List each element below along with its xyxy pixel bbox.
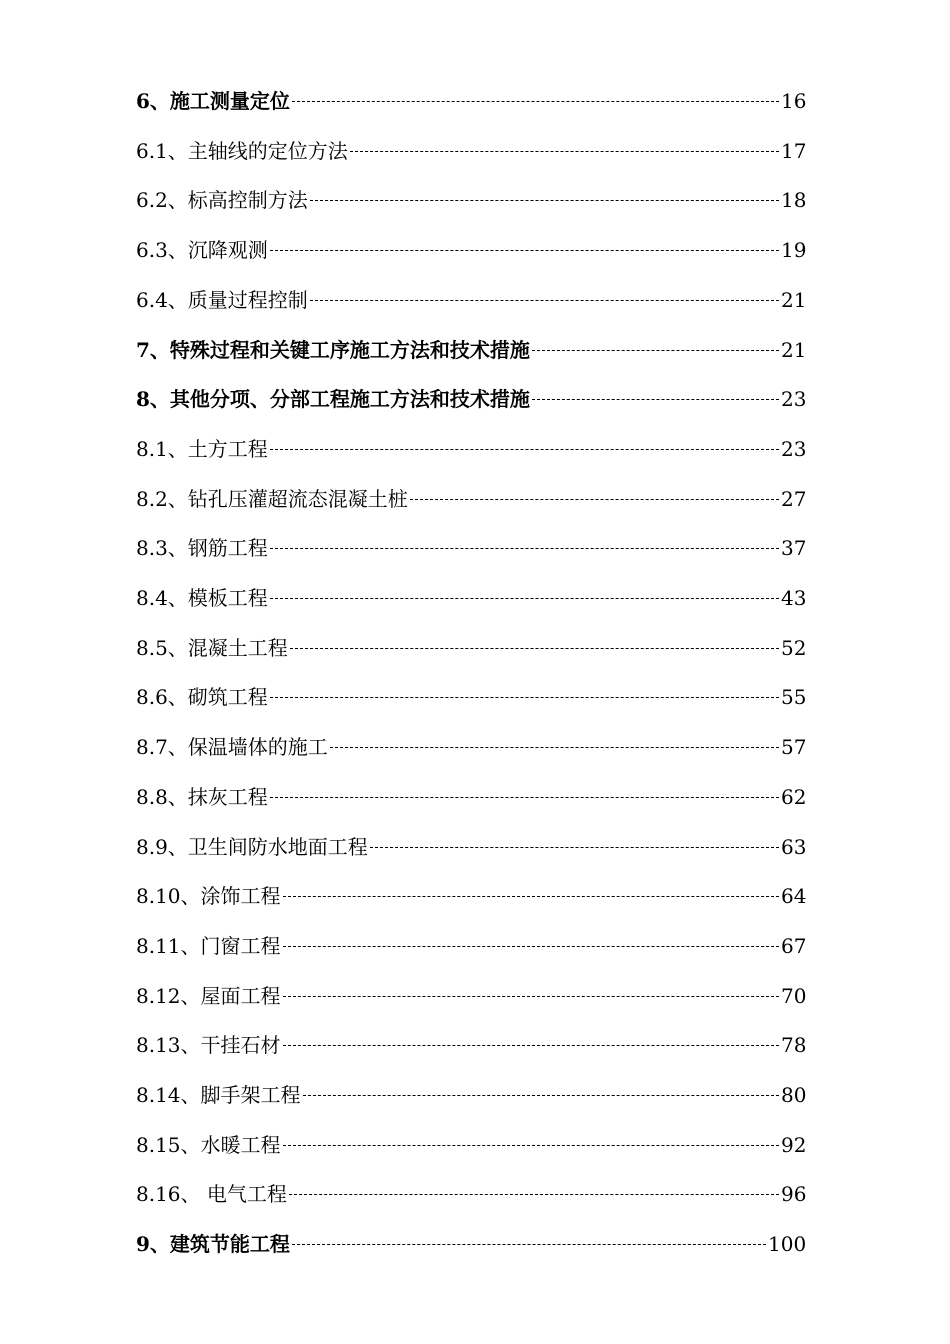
toc-entry[interactable] xyxy=(136,434,806,464)
toc-entry-title: 8.10、涂饰工程 xyxy=(136,884,281,908)
toc-entry-leader xyxy=(283,946,779,947)
toc-entry-title: 8.5、混凝土工程 xyxy=(136,636,288,660)
toc-entry-page-number: 23 xyxy=(781,387,806,411)
toc-entry-page-number: 100 xyxy=(768,1232,806,1256)
toc-entry-page-number: 96 xyxy=(781,1182,806,1206)
toc-entry-page-number: 57 xyxy=(781,735,806,759)
toc-entry-page-number: 27 xyxy=(781,487,806,511)
toc-entry-leader xyxy=(270,449,779,450)
toc-entry-page-number: 37 xyxy=(781,536,806,560)
toc-entry-title: 8.13、干挂石材 xyxy=(136,1033,281,1057)
toc-entry-title: 8.3、钢筋工程 xyxy=(136,536,268,560)
toc-entry-title: 8、其他分项、分部工程施工方法和技术措施 xyxy=(136,387,530,411)
toc-entry-title: 8.2、钻孔压灌超流态混凝土桩 xyxy=(136,487,408,511)
toc-entry-title: 8.16、 电气工程 xyxy=(136,1182,287,1206)
toc-entry[interactable] xyxy=(136,732,806,762)
toc-entry[interactable] xyxy=(136,583,806,613)
toc-entry-leader xyxy=(283,996,779,997)
toc-entry-leader xyxy=(270,797,779,798)
toc-entry[interactable] xyxy=(136,86,806,116)
toc-entry-title: 8.4、模板工程 xyxy=(136,586,268,610)
toc-entry-leader xyxy=(283,896,779,897)
toc-entry[interactable] xyxy=(136,1080,806,1110)
toc-entry[interactable] xyxy=(136,1229,806,1259)
toc-entry-leader xyxy=(310,300,779,301)
toc-entry-page-number: 21 xyxy=(781,338,806,362)
toc-entry-page-number: 62 xyxy=(781,785,806,809)
toc-entry[interactable] xyxy=(136,682,806,712)
toc-entry-leader xyxy=(330,747,779,748)
toc-entry-title: 8.8、抹灰工程 xyxy=(136,785,268,809)
toc-entry[interactable] xyxy=(136,782,806,812)
toc-entry-title: 6.2、标高控制方法 xyxy=(136,188,308,212)
toc-entry-title: 6.1、主轴线的定位方法 xyxy=(136,139,348,163)
toc-entry-title: 8.11、门窗工程 xyxy=(136,934,281,958)
toc-entry-leader xyxy=(270,250,779,251)
toc-entry-title: 8.14、脚手架工程 xyxy=(136,1083,301,1107)
toc-entry-title: 8.1、土方工程 xyxy=(136,437,268,461)
toc-entry-leader xyxy=(292,101,779,102)
toc-entry[interactable] xyxy=(136,533,806,563)
toc-entry[interactable] xyxy=(136,484,806,514)
toc-entry-leader xyxy=(310,200,779,201)
toc-entry[interactable] xyxy=(136,285,806,315)
toc-entry-leader xyxy=(283,1045,779,1046)
toc-entry-leader xyxy=(350,151,779,152)
toc-entry[interactable] xyxy=(136,633,806,663)
toc-entry[interactable] xyxy=(136,335,806,365)
toc-entry-title: 6.4、质量过程控制 xyxy=(136,288,308,312)
toc-entry[interactable] xyxy=(136,1130,806,1160)
toc-entry[interactable] xyxy=(136,832,806,862)
toc-entry[interactable] xyxy=(136,185,806,215)
toc-entry[interactable] xyxy=(136,1179,806,1209)
toc-entry-title: 8.12、屋面工程 xyxy=(136,984,281,1008)
toc-entry-page-number: 19 xyxy=(781,238,806,262)
toc-entry[interactable] xyxy=(136,881,806,911)
toc-entry-leader xyxy=(370,847,779,848)
toc-entry-leader xyxy=(290,648,779,649)
toc-entry-page-number: 78 xyxy=(781,1033,806,1057)
toc-entry-page-number: 16 xyxy=(781,89,806,113)
toc-entry-title: 8.15、水暖工程 xyxy=(136,1133,281,1157)
toc-entry-page-number: 64 xyxy=(781,884,806,908)
toc-entry-leader xyxy=(289,1194,779,1195)
toc-entry[interactable] xyxy=(136,981,806,1011)
toc-entry-leader xyxy=(270,598,779,599)
toc-entry[interactable] xyxy=(136,931,806,961)
toc-entry-title: 6、施工测量定位 xyxy=(136,89,290,113)
toc-entry-page-number: 92 xyxy=(781,1133,806,1157)
toc-entry-page-number: 23 xyxy=(781,437,806,461)
toc-entry-page-number: 70 xyxy=(781,984,806,1008)
toc-entry-title: 8.7、保温墙体的施工 xyxy=(136,735,328,759)
toc-entry-leader xyxy=(532,399,779,400)
toc-entry-title: 8.9、卫生间防水地面工程 xyxy=(136,835,368,859)
toc-entry-page-number: 43 xyxy=(781,586,806,610)
toc-entry-leader xyxy=(303,1095,779,1096)
toc-entry-title: 7、特殊过程和关键工序施工方法和技术措施 xyxy=(136,338,530,362)
toc-entry[interactable] xyxy=(136,136,806,166)
toc-entry-page-number: 55 xyxy=(781,685,806,709)
toc-entry-leader xyxy=(532,350,779,351)
toc-entry[interactable] xyxy=(136,384,806,414)
toc-entry-page-number: 18 xyxy=(781,188,806,212)
toc-entry[interactable] xyxy=(136,235,806,265)
toc-entry-leader xyxy=(292,1244,766,1245)
toc-entry-title: 8.6、砌筑工程 xyxy=(136,685,268,709)
toc-entry-page-number: 63 xyxy=(781,835,806,859)
toc-entry-page-number: 17 xyxy=(781,139,806,163)
toc-entry-title: 9、建筑节能工程 xyxy=(136,1232,290,1256)
toc-entry-page-number: 52 xyxy=(781,636,806,660)
toc-entry-page-number: 67 xyxy=(781,934,806,958)
toc-entry-title: 6.3、沉降观测 xyxy=(136,238,268,262)
toc-entry-leader xyxy=(270,697,779,698)
toc-entry-leader xyxy=(410,499,779,500)
toc-entry-leader xyxy=(283,1145,779,1146)
toc-entry-page-number: 80 xyxy=(781,1083,806,1107)
toc-entry-leader xyxy=(270,548,779,549)
toc-entry[interactable] xyxy=(136,1030,806,1060)
toc-entry-page-number: 21 xyxy=(781,288,806,312)
